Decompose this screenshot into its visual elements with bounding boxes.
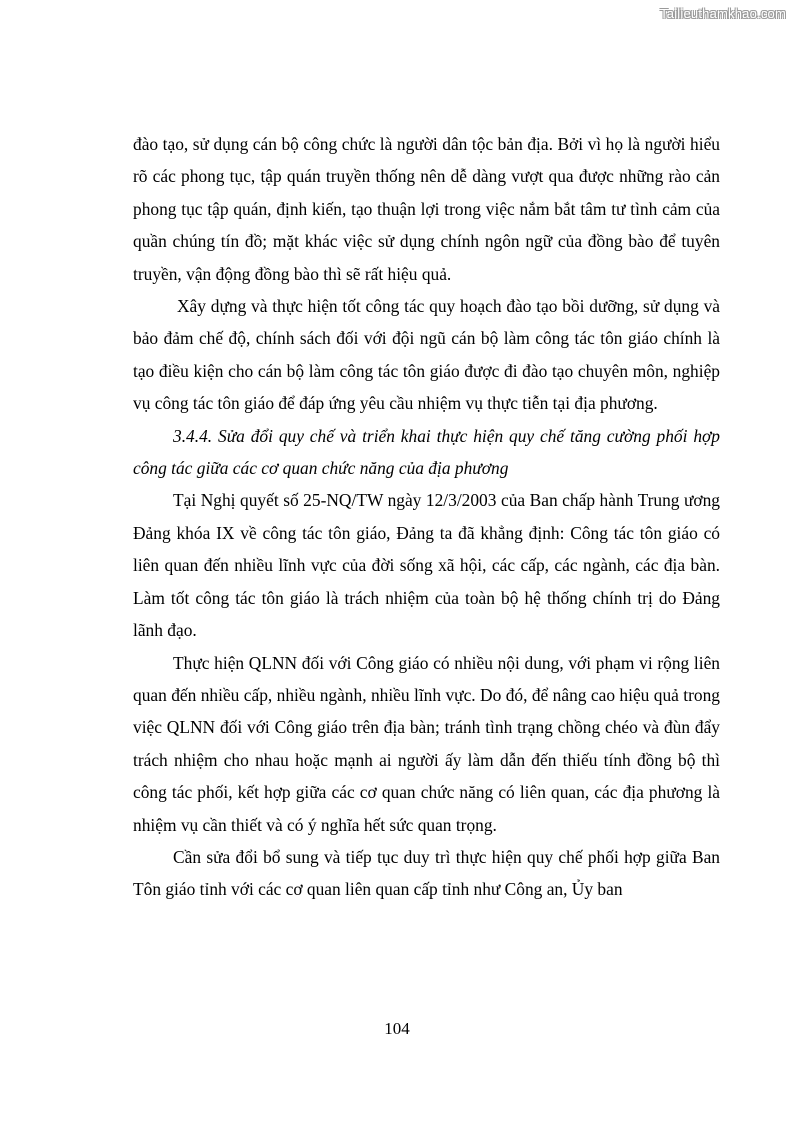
- page-number: 104: [384, 1019, 410, 1038]
- section-heading-3-4-4: 3.4.4. Sửa đổi quy chế và triển khai thực hiện quy chế tăng cường phối hợp công tác giữa các cơ quan chức năng của địa phương: [133, 425, 720, 479]
- paragraph-coordination-regulation: Cần sửa đổi bổ sung và tiếp tục duy trì thực hiện quy chế phối hợp giữa Ban Tôn giáo tỉnh với các cơ quan liên quan cấp tỉnh như Công an, Ủy ban: [133, 846, 720, 900]
- document-body: [133, 128, 720, 906]
- paragraph-resolution-25: Tại Nghị quyết số 25-NQ/TW ngày 12/3/2003 của Ban chấp hành Trung ương Đảng khóa IX về công tác tôn giáo, Đảng ta đã khẳng định: Công tác tôn giáo có liên quan đến nhiều lĩnh vực của đời sống xã hội, các cấp, các ngành, các địa bàn. Làm tốt công tác tôn giáo là trách nhiệm của toàn bộ hệ thống chính trị do Đảng lãnh đạo.: [133, 490, 720, 641]
- paragraph-state-management: Thực hiện QLNN đối với Công giáo có nhiều nội dung, với phạm vi rộng liên quan đến nhiều cấp, nhiều ngành, nhiều lĩnh vực. Do đó, để nâng cao hiệu quả trong việc QLNN đối với Công giáo trên địa bàn; tránh tình trạng chồng chéo và đùn đẩy trách nhiệm cho nhau hoặc mạnh ai người ấy làm dẫn đến thiếu tính đồng bộ thì công tác phối, kết hợp giữa các cơ quan chức năng có liên quan, các địa phương là nhiệm vụ cần thiết và có ý nghĩa hết sức quan trọng.: [133, 652, 720, 835]
- watermark: Tailieuthamkhao.com: [660, 6, 786, 21]
- paragraph-continuation: đào tạo, sử dụng cán bộ công chức là người dân tộc bản địa. Bởi vì họ là người hiểu rõ các phong tục, tập quán truyền thống nên dễ dàng vượt qua được những rào cản phong tục tập quán, định kiến, tạo thuận lợi trong việc nắm bắt tâm tư tình cảm của quần chúng tín đồ; mặt khác việc sử dụng chính ngôn ngữ của đồng bào để tuyên truyền, vận động đồng bào thì sẽ rất hiệu quả.: [133, 134, 720, 284]
- paragraph-training-planning: Xây dựng và thực hiện tốt công tác quy hoạch đào tạo bồi dưỡng, sử dụng và bảo đảm chế độ, chính sách đối với đội ngũ cán bộ làm công tác tôn giáo chính là tạo điều kiện cho cán bộ làm công tác tôn giáo được đi đào tạo chuyên môn, nghiệp vụ công tác tôn giáo để đáp ứng yêu cầu nhiệm vụ thực tiễn tại địa phương.: [133, 296, 720, 414]
